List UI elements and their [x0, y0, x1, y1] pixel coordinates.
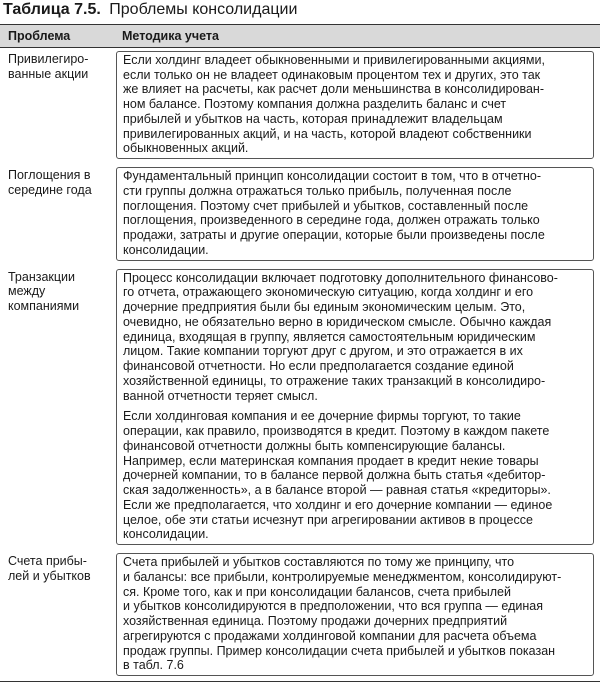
method-paragraph: Если холдинг владеет обыкновенными и привилегированными акциями, если только он не владеет одинаковым процентом тех и других, это так же влияет на расчеты, как расчет доли меньшинства в консолидирован- ном балансе. Поэтому компания должна разделить баланс и счет прибылей и убытков на часть, которая принадлежит владельцам привилегированных акций, и на часть, которой владеют собственники обыкновенных акций. — [123, 52, 545, 156]
method-paragraph: Фундаментальный принцип консолидации состоит в том, что в отчетно- сти группы должна отражаться только прибыль, полученная после поглощения. Поэтому счет прибылей и убытков, составленный после поглощения, произведенного в середине года, должен отражать только продажи, затраты и другие операции, которые были произведены после консолидации. — [123, 169, 545, 257]
method-box — [116, 553, 594, 676]
problem-text: Счета прибы- лей и убытков — [8, 554, 91, 583]
problem-cell — [0, 266, 112, 551]
table-row — [0, 47, 600, 164]
method-box — [116, 51, 594, 159]
table-title: Проблемы консолидации — [109, 1, 298, 18]
table-row — [0, 164, 600, 266]
method-cell — [112, 164, 600, 266]
method-paragraph: Счета прибылей и убытков составляются по тому же принципу, что и балансы: все прибыли, контролируемые менеджментом, консолидируют- ся. Кроме того, как и при консолидации балансов, счета прибылей и убытков консолидируются в предположении, что вся группа — единая хозяйственная единица. Поэтому продажи дочерних предприятий агрегируются с продажами холдинговой компании для расчета объема продаж группы. Пример консолидации счета прибылей и убытков показан в табл. 7.6 — [123, 555, 562, 673]
method-paragraph: Процесс консолидации включает подготовку дополнительного финансово- го отчета, отражающего экономическую ситуацию, когда холдинг и его дочерние предприятия были бы единым экономическим целым. Это, очевидно, не обязательно верно в юридическом смысле. Обычно каждая единица, входящая в группу, является самостоятельным юридическим лицом. Такие компании торгуют друг с другом, и это отражается в их финансовой отчетности. Но если предполагается создание единой хозяйственной единицы, то отражение таких транзакций в консолидиро- ванной отчетности теряет смысл. — [123, 270, 558, 403]
table-row — [0, 266, 600, 551]
method-cell — [112, 47, 600, 164]
problem-cell — [0, 47, 112, 164]
method-box — [116, 167, 594, 261]
method-cell — [112, 266, 600, 551]
problem-text: Транзакции между компаниями — [8, 269, 80, 313]
problem-cell — [0, 164, 112, 266]
column-header-method: Методика учета — [112, 25, 600, 48]
problem-text: Привилегиро- ванные акции — [8, 51, 89, 81]
column-header-problem: Проблема — [0, 25, 112, 48]
method-cell — [112, 550, 600, 682]
method-box — [116, 269, 594, 546]
table-caption — [3, 0, 297, 24]
table-header-row — [0, 25, 600, 48]
method-paragraph: Если холдинговая компания и ее дочерние фирмы торгуют, то такие операции, как правило, производятся в кредит. Поэтому в каждом пакете финансовой отчетности должны быть компенсирующие балансы. Например, если материнская компания продает в кредит некие товары дочерней компании, то в балансе первой должна быть статья «дебитор- ская задолженность», а в балансе второй — равная статья «кредиторы». Если же предполагается, что холдинг и его дочерние компании — единое целое, обе эти статьи исчезнут при агрегировании активов в процессе консолидации. — [123, 409, 553, 542]
problem-cell — [0, 550, 112, 682]
consolidation-problems-table — [0, 24, 600, 682]
table-row — [0, 550, 600, 682]
table-number: Таблица 7.5. — [3, 1, 101, 18]
problem-text: Поглощения в середине года — [8, 168, 92, 197]
